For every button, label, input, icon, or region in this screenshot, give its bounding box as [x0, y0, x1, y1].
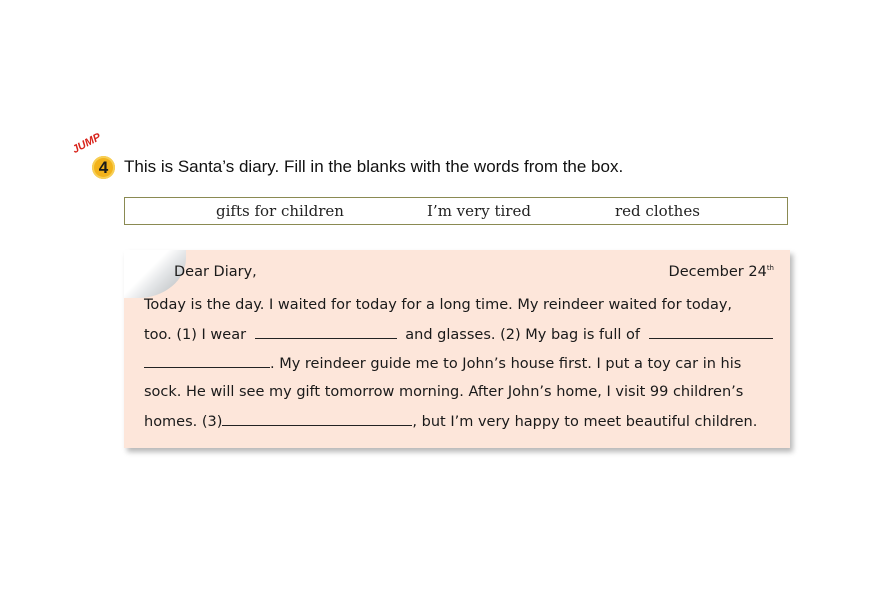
- diary-line-5: [144, 413, 757, 430]
- diary-line-2-end: and glasses. (2) My bag is full of: [405, 327, 640, 343]
- blank-2-continued[interactable]: [144, 355, 270, 368]
- jump-label: JUMP: [70, 131, 103, 156]
- blank-1[interactable]: [255, 326, 397, 339]
- diary-line-3: [144, 355, 741, 372]
- diary-greeting: Dear Diary,: [174, 264, 257, 280]
- diary-date-suffix: th: [766, 264, 774, 273]
- diary-line-5-start: homes. (3): [144, 414, 223, 430]
- diary-line-3-text: . My reindeer guide me to John’s house first. I put a toy car in his: [270, 356, 742, 372]
- diary-date-text: December 24: [668, 264, 767, 280]
- diary-note: [124, 250, 790, 448]
- diary-line-1: Today is the day. I waited for today for a long time. My reindeer waited for today,: [144, 297, 733, 313]
- word-option-3: red clothes: [615, 202, 700, 220]
- diary-line-2-start: too. (1) I wear: [144, 327, 247, 343]
- instruction-text: This is Santa’s diary. Fill in the blanks with the words from the box.: [124, 157, 624, 176]
- diary-line-5-end: , but I’m very happy to meet beautiful children.: [412, 414, 758, 430]
- blank-3[interactable]: [222, 413, 412, 426]
- exercise-badge: [70, 131, 120, 184]
- exercise-number: 4: [92, 156, 115, 179]
- diary-line-4: sock. He will see my gift tomorrow morning. After John’s home, I visit 99 children’s: [144, 384, 744, 400]
- word-option-2: I’m very tired: [427, 202, 531, 220]
- word-box: [124, 197, 788, 225]
- diary-line-2: [144, 326, 773, 343]
- diary-date: [669, 264, 774, 280]
- word-option-1: gifts for children: [216, 202, 344, 220]
- blank-2[interactable]: [649, 326, 773, 339]
